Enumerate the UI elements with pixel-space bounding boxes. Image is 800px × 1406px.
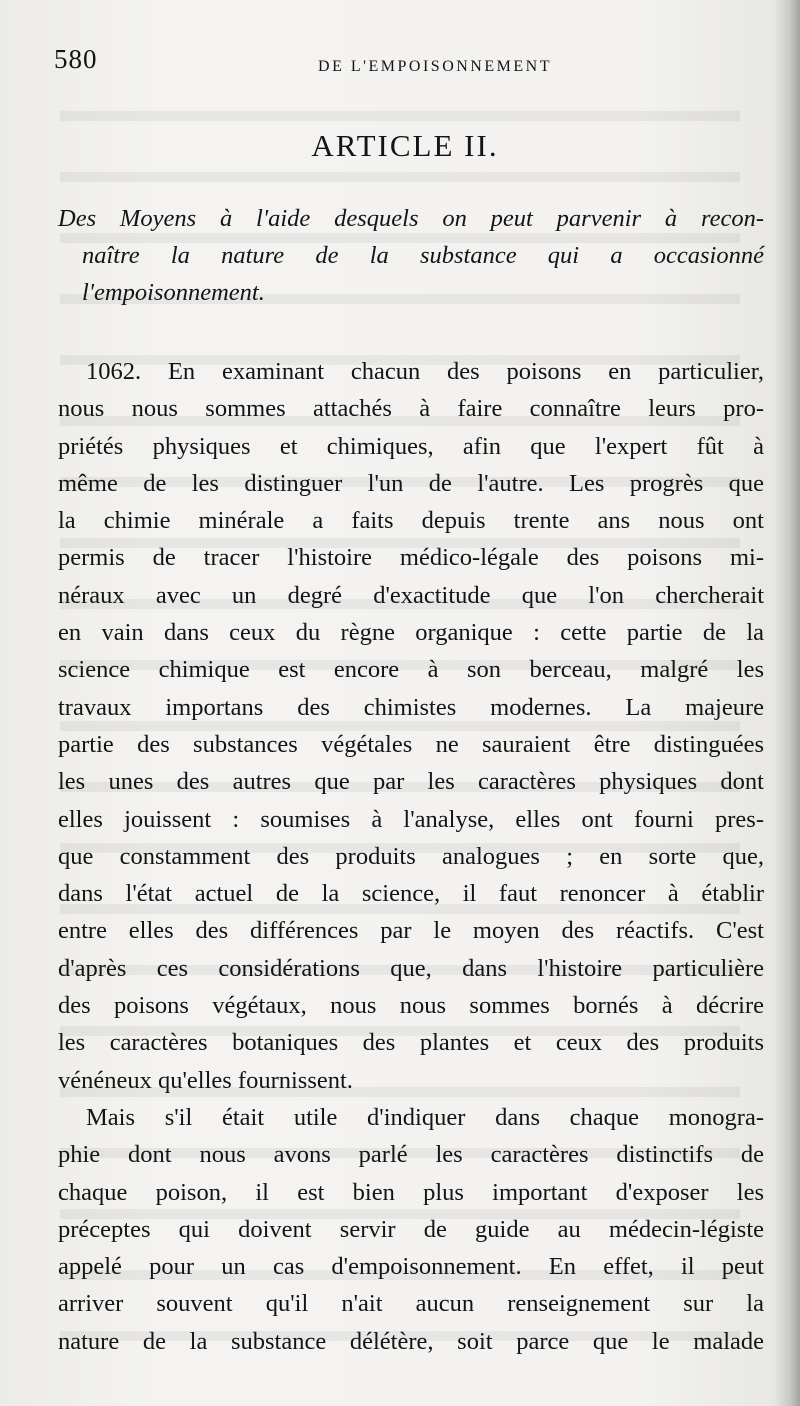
paragraph-line: elles jouissent : soumises à l'analyse, elles ont fourni pres- <box>58 805 764 833</box>
paragraph-line: d'après ces considérations que, dans l'histoire particulière <box>58 954 764 982</box>
paragraph-line: des poisons végétaux, nous nous sommes bornés à décrire <box>58 992 764 1020</box>
paragraph-line: la chimie minérale a faits depuis trente ans nous ont <box>58 507 764 535</box>
article-heading: ARTICLE II. <box>311 128 499 163</box>
body-text <box>58 353 764 1360</box>
paragraph-line: néraux avec un degré d'exactitude que l'on chercherait <box>58 581 764 609</box>
paragraph-line: permis de tracer l'histoire médico-légale des poisons mi- <box>58 544 764 572</box>
running-title: DE L'EMPOISONNEMENT <box>318 58 552 75</box>
subtitle-line: naître la nature de la substance qui a occasionné <box>82 242 764 269</box>
paragraph-line: partie des substances végétales ne sauraient être distinguées <box>58 730 764 758</box>
running-head <box>50 44 750 84</box>
paragraph-line: 1062. En examinant chacun des poisons en particulier, <box>86 358 764 385</box>
subtitle-line: l'empoisonnement. <box>82 279 265 306</box>
paragraph-line: nous nous sommes attachés à faire connaître leurs pro- <box>58 395 764 423</box>
paragraph-line: vénéneux qu'elles fournissent. <box>58 1066 353 1094</box>
page-number: 580 <box>54 44 98 74</box>
paragraph-line: préceptes qui doivent servir de guide au médecin-légiste <box>58 1215 764 1243</box>
paragraph-line: appelé pour un cas d'empoisonnement. En effet, il peut <box>58 1253 764 1281</box>
article-subtitle <box>58 200 764 311</box>
paragraph-line: que constamment des produits analogues ; en sorte que, <box>58 842 764 870</box>
paragraph-line: priétés physiques et chimiques, afin que l'expert fût à <box>58 432 764 460</box>
page-gutter-shadow <box>774 0 800 1406</box>
subtitle-line: Des Moyens à l'aide desquels on peut parvenir à recon- <box>58 205 764 232</box>
paragraph-line: science chimique est encore à son berceau, malgré les <box>58 656 764 684</box>
paragraph-line: entre elles des différences par le moyen des réactifs. C'est <box>58 917 764 945</box>
paragraph-line: Mais s'il était utile d'indiquer dans chaque monogra- <box>86 1103 764 1131</box>
paragraph-line: dans l'état actuel de la science, il faut renoncer à établir <box>58 880 764 908</box>
paragraph-line: nature de la substance délétère, soit parce que le malade <box>58 1327 764 1355</box>
paragraph-line: phie dont nous avons parlé les caractères distinctifs de <box>58 1141 764 1169</box>
paragraph-line: les unes des autres que par les caractères physiques dont <box>58 768 764 796</box>
paragraph-line: travaux importans des chimistes modernes. La majeure <box>58 693 764 721</box>
paragraph-line: chaque poison, il est bien plus important d'exposer les <box>58 1178 764 1206</box>
paragraph-line: les caractères botaniques des plantes et ceux des produits <box>58 1029 764 1057</box>
paragraph-line: arriver souvent qu'il n'ait aucun renseignement sur la <box>58 1290 764 1318</box>
paragraph-line: même de les distinguer l'un de l'autre. Les progrès que <box>58 469 764 497</box>
paragraph-line: en vain dans ceux du règne organique : cette partie de la <box>58 619 764 647</box>
